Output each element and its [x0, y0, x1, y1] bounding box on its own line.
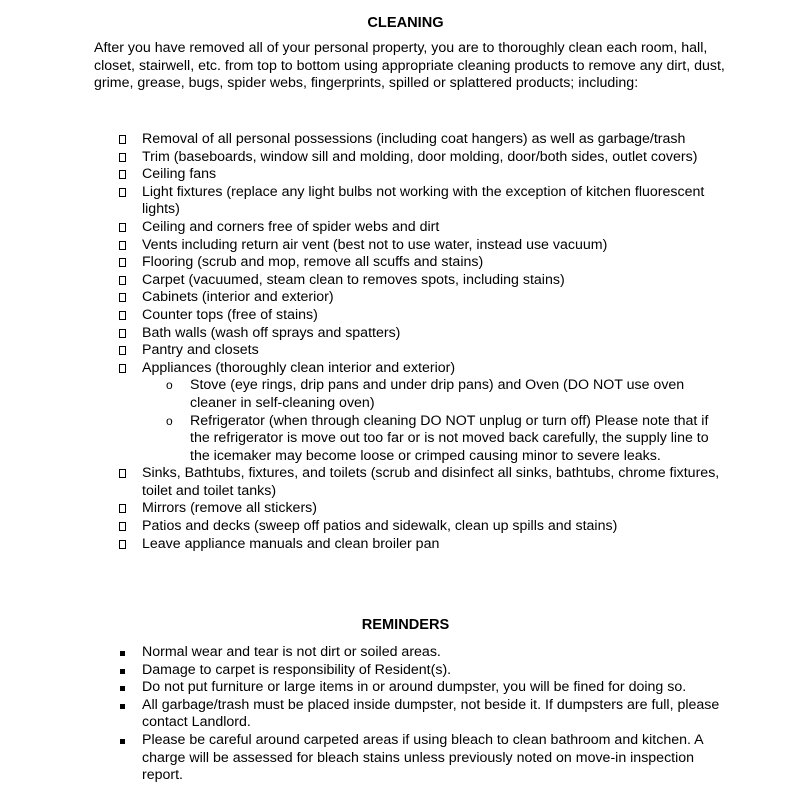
subitem-text: Stove (eye rings, drip pans and under drip pans) and Oven (DO NOT use oven cleaner in self-cleaning oven): [190, 377, 685, 411]
checkbox-icon: [119, 536, 131, 555]
item-text: Patios and decks (sweep off patios and sidewalk, clean up spills and stains): [142, 518, 618, 535]
sublist-item: [0, 377, 720, 412]
square-bullet-icon: [119, 697, 131, 715]
item-text: Trim (baseboards, window sill and molding, door molding, door/both sides, outlet covers): [142, 148, 698, 165]
item-text: Removal of all personal possessions (including coat hangers) as well as garbage/trash: [142, 131, 686, 147]
item-text: Appliances (thoroughly clean interior and exterior): [142, 359, 456, 376]
checkbox-icon: [119, 342, 131, 361]
list-item: [0, 272, 732, 290]
square-bullet-icon: [119, 662, 131, 680]
checkbox-icon: [119, 360, 131, 379]
list-item: [0, 184, 732, 219]
checkbox-icon: [119, 237, 131, 256]
checkbox-icon: [119, 166, 131, 185]
checkbox-icon: [119, 500, 131, 519]
item-text: Mirrors (remove all stickers): [142, 500, 317, 517]
item-text: Flooring (scrub and mop, remove all scuffs and stains): [142, 254, 484, 271]
item-text: Do not put furniture or large items in or around dumpster, you will be fined for doing so.: [142, 679, 687, 696]
checkbox-icon: [119, 518, 131, 537]
square-bullet-icon: [119, 732, 131, 750]
checkbox-icon: [119, 289, 131, 308]
checkbox-icon: [119, 272, 131, 291]
list-item: [0, 697, 732, 732]
list-item: [0, 131, 732, 149]
appliance-sublist: [142, 377, 732, 465]
list-item: [0, 500, 732, 518]
list-item: [0, 325, 732, 343]
subitem-text: Refrigerator (when through cleaning DO NOT unplug or turn off) Please note that if the refrigerator is move out too far or is not moved back carefully, the supply line to the icemaker may become loose or crimped causing minor to severe leaks.: [190, 412, 709, 464]
list-item: [0, 289, 732, 307]
item-text: Cabinets (interior and exterior): [142, 289, 334, 306]
list-item: [0, 307, 732, 325]
item-text: Vents including return air vent (best not to use water, instead use vacuum): [142, 236, 608, 253]
cleaning-checklist: [0, 131, 732, 553]
list-item: [0, 237, 732, 255]
checkbox-icon: [119, 465, 131, 484]
list-item: [0, 536, 732, 554]
list-item: [0, 254, 732, 272]
square-bullet-icon: [119, 644, 131, 662]
item-text: Light fixtures (replace any light bulbs not working with the exception of kitchen fluorescent lights): [142, 183, 705, 218]
item-text: Ceiling fans: [142, 166, 217, 183]
list-item: [0, 644, 732, 662]
item-text: Ceiling and corners free of spider webs and dirt: [142, 218, 440, 235]
list-item: [0, 149, 732, 167]
circle-bullet-icon: o: [166, 378, 173, 393]
checkbox-icon: [119, 184, 131, 203]
list-item: [0, 360, 732, 466]
item-text: Normal wear and tear is not dirt or soiled areas.: [142, 644, 441, 660]
reminders-list: [0, 644, 732, 785]
checkbox-icon: [119, 219, 131, 238]
checkbox-icon: [119, 149, 131, 168]
reminders-heading: REMINDERS: [361, 617, 450, 633]
item-text: Damage to carpet is responsibility of Resident(s).: [142, 661, 452, 678]
item-text: Counter tops (free of stains): [142, 306, 318, 323]
list-item: [0, 342, 732, 360]
circle-bullet-icon: o: [166, 413, 173, 428]
sublist-item: [0, 413, 720, 466]
list-item: [0, 465, 732, 500]
list-item: [0, 219, 732, 237]
checkbox-icon: [119, 131, 131, 150]
checkbox-icon: [119, 325, 131, 344]
list-item: [0, 732, 732, 785]
checkbox-icon: [119, 254, 131, 273]
item-text: Sinks, Bathtubs, fixtures, and toilets (scrub and disinfect all sinks, bathtubs, chrome fixtures, toilet and toilet tanks): [142, 465, 720, 499]
item-text: Carpet (vacuumed, steam clean to removes spots, including stains): [142, 271, 565, 288]
item-text: Pantry and closets: [142, 342, 259, 359]
cleaning-intro: After you have removed all of your personal property, you are to thoroughly clean each room, hall, closet, stairwell, etc. from top to bottom using appropriate cleaning products to remove any dirt, dust, grime, grease, bugs, spider webs, fingerprints, spilled or splattered products; including:: [94, 40, 725, 92]
square-bullet-icon: [119, 679, 131, 697]
item-text: All garbage/trash must be placed inside dumpster, not beside it. If dumpsters are full, please contact Landlord.: [142, 696, 720, 731]
list-item: [0, 662, 732, 680]
item-text: Leave appliance manuals and clean broiler pan: [142, 535, 440, 552]
item-text: Please be careful around carpeted areas if using bleach to clean bathroom and kitchen. A charge will be assessed for bleach stains unless previously noted on move-in inspection report.: [142, 731, 703, 784]
list-item: [0, 679, 732, 697]
checkbox-icon: [119, 307, 131, 326]
item-text: Bath walls (wash off sprays and spatters): [142, 324, 401, 341]
list-item: [0, 166, 732, 184]
cleaning-heading: CLEANING: [367, 15, 444, 31]
list-item: [0, 518, 732, 536]
